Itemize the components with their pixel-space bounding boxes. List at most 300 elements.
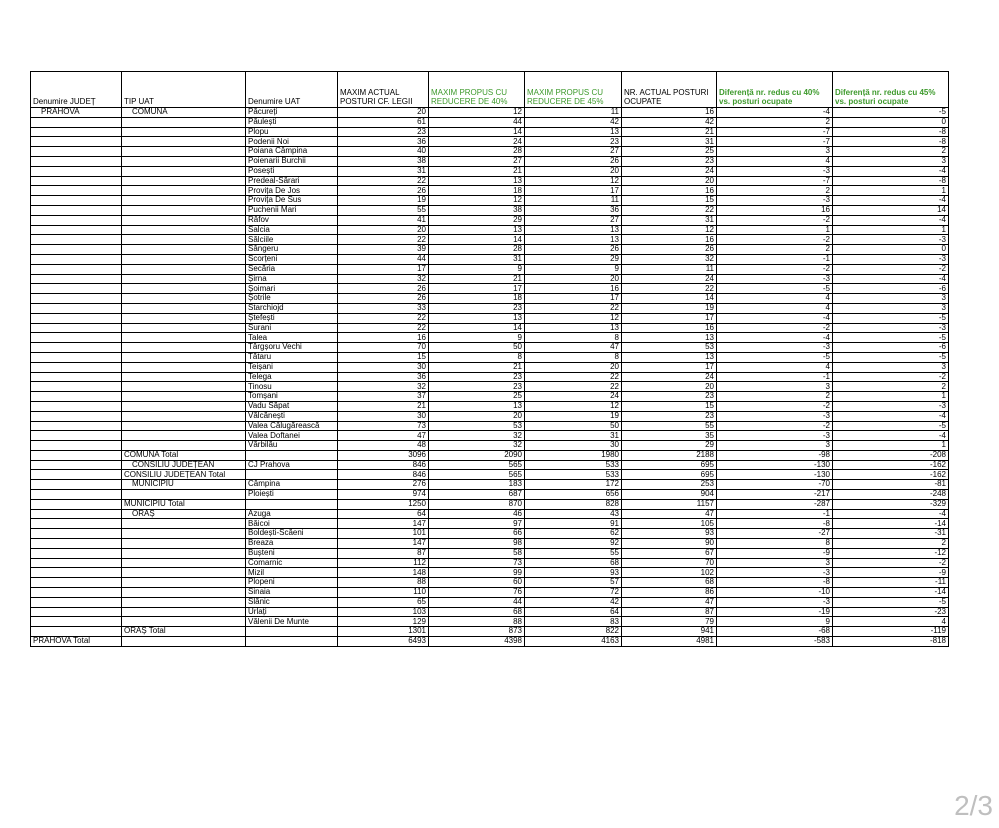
cell-county [31, 343, 122, 353]
cell-max-45: 17 [525, 186, 622, 196]
cell-max-40: 20 [429, 411, 525, 421]
cell-diff-45: 3 [833, 362, 949, 372]
cell-max-40: 21 [429, 274, 525, 284]
cell-county [31, 421, 122, 431]
cell-uat-name: Vadu Săpat [246, 401, 338, 411]
cell-max-45: 172 [525, 480, 622, 490]
cell-diff-45: 1 [833, 392, 949, 402]
cell-county [31, 362, 122, 372]
cell-max-actual: 20 [338, 108, 429, 118]
cell-max-45: 11 [525, 108, 622, 118]
cell-diff-40: -2 [717, 215, 833, 225]
cell-max-45: 11 [525, 196, 622, 206]
cell-diff-45: -5 [833, 421, 949, 431]
cell-max-actual: 32 [338, 274, 429, 284]
cell-uat-name: Tinosu [246, 382, 338, 392]
cell-occupied: 31 [622, 137, 717, 147]
cell-uat-type [122, 254, 246, 264]
cell-max-45: 64 [525, 607, 622, 617]
cell-uat-type [122, 343, 246, 353]
cell-max-actual: 19 [338, 196, 429, 206]
cell-county [31, 235, 122, 245]
cell-uat-type [122, 333, 246, 343]
table-row [31, 568, 949, 578]
cell-max-40: 14 [429, 235, 525, 245]
table-row [31, 382, 949, 392]
cell-county [31, 117, 122, 127]
cell-max-actual: 41 [338, 215, 429, 225]
cell-county [31, 411, 122, 421]
cell-uat-type: CONSILIU JUDEȚEAN Total [122, 470, 246, 480]
cell-diff-40: -1 [717, 372, 833, 382]
cell-max-actual: 846 [338, 470, 429, 480]
cell-diff-45: -3 [833, 401, 949, 411]
cell-uat-type [122, 352, 246, 362]
cell-diff-45: -2 [833, 264, 949, 274]
cell-uat-type [122, 313, 246, 323]
cell-max-actual: 70 [338, 343, 429, 353]
cell-uat-name: Teișani [246, 362, 338, 372]
cell-diff-40: 2 [717, 392, 833, 402]
cell-uat-name: Sălciile [246, 235, 338, 245]
table-row [31, 480, 949, 490]
cell-uat-name: Plopeni [246, 578, 338, 588]
cell-max-40: 9 [429, 264, 525, 274]
cell-max-45: 13 [525, 323, 622, 333]
cell-max-40: 13 [429, 401, 525, 411]
cell-diff-40: -3 [717, 196, 833, 206]
cell-max-actual: 112 [338, 558, 429, 568]
cell-uat-name: Tomșani [246, 392, 338, 402]
cell-diff-45: 0 [833, 245, 949, 255]
cell-occupied: 4981 [622, 637, 717, 647]
cell-max-45: 24 [525, 392, 622, 402]
cell-occupied: 16 [622, 235, 717, 245]
cell-diff-40: -2 [717, 235, 833, 245]
cell-max-40: 9 [429, 333, 525, 343]
cell-uat-name: Ploiești [246, 490, 338, 500]
cell-occupied: 68 [622, 578, 717, 588]
cell-max-40: 17 [429, 284, 525, 294]
cell-county [31, 607, 122, 617]
cell-uat-type [122, 558, 246, 568]
cell-max-40: 13 [429, 313, 525, 323]
cell-uat-type [122, 362, 246, 372]
cell-diff-45: 3 [833, 156, 949, 166]
cell-uat-name: Șoimari [246, 284, 338, 294]
table-row [31, 362, 949, 372]
cell-occupied: 14 [622, 294, 717, 304]
cell-diff-40: -3 [717, 597, 833, 607]
cell-diff-45: 3 [833, 303, 949, 313]
cell-max-40: 53 [429, 421, 525, 431]
cell-max-40: 66 [429, 529, 525, 539]
cell-occupied: 22 [622, 284, 717, 294]
cell-uat-type [122, 392, 246, 402]
cell-uat-name: Valea Doftanei [246, 431, 338, 441]
table-row [31, 617, 949, 627]
cell-diff-45: 2 [833, 539, 949, 549]
cell-county [31, 166, 122, 176]
table-row [31, 352, 949, 362]
cell-occupied: 20 [622, 382, 717, 392]
cell-county [31, 294, 122, 304]
table-row [31, 166, 949, 176]
cell-max-45: 26 [525, 156, 622, 166]
cell-max-actual: 36 [338, 137, 429, 147]
cell-max-45: 92 [525, 539, 622, 549]
cell-uat-type: COMUNA [122, 108, 246, 118]
table-row [31, 274, 949, 284]
cell-uat-type: ORAȘ [122, 509, 246, 519]
cell-diff-45: -8 [833, 176, 949, 186]
cell-uat-name [246, 637, 338, 647]
table-row [31, 431, 949, 441]
cell-max-40: 46 [429, 509, 525, 519]
cell-max-45: 22 [525, 382, 622, 392]
cell-diff-45: 2 [833, 382, 949, 392]
cell-max-40: 565 [429, 470, 525, 480]
cell-occupied: 25 [622, 147, 717, 157]
cell-occupied: 16 [622, 108, 717, 118]
cell-max-actual: 974 [338, 490, 429, 500]
cell-diff-45: -12 [833, 548, 949, 558]
cell-max-actual: 88 [338, 578, 429, 588]
cell-uat-type: ORAȘ Total [122, 627, 246, 637]
cell-diff-45: -14 [833, 588, 949, 598]
cell-max-40: 29 [429, 215, 525, 225]
cell-uat-type [122, 323, 246, 333]
cell-max-45: 20 [525, 166, 622, 176]
cell-county [31, 274, 122, 284]
cell-max-45: 13 [525, 127, 622, 137]
cell-county [31, 176, 122, 186]
cell-diff-45: -818 [833, 637, 949, 647]
cell-diff-45: -4 [833, 166, 949, 176]
cell-max-actual: 20 [338, 225, 429, 235]
cell-max-40: 687 [429, 490, 525, 500]
cell-max-40: 2090 [429, 450, 525, 460]
table-row [31, 156, 949, 166]
cell-uat-name: Telega [246, 372, 338, 382]
cell-max-actual: 48 [338, 441, 429, 451]
cell-occupied: 32 [622, 254, 717, 264]
cell-max-40: 21 [429, 166, 525, 176]
table-row [31, 421, 949, 431]
cell-uat-type: COMUNA Total [122, 450, 246, 460]
table-row [31, 441, 949, 451]
header-occupied: NR. ACTUAL POSTURI OCUPATE [622, 72, 717, 108]
data-table [30, 71, 949, 647]
cell-diff-45: -81 [833, 480, 949, 490]
cell-occupied: 21 [622, 127, 717, 137]
cell-diff-40: 4 [717, 362, 833, 372]
cell-uat-type [122, 235, 246, 245]
cell-diff-40: -68 [717, 627, 833, 637]
cell-county [31, 147, 122, 157]
cell-diff-45: -6 [833, 284, 949, 294]
cell-occupied: 11 [622, 264, 717, 274]
cell-max-45: 57 [525, 578, 622, 588]
cell-uat-type [122, 441, 246, 451]
cell-max-actual: 3096 [338, 450, 429, 460]
cell-diff-45: -248 [833, 490, 949, 500]
cell-occupied: 87 [622, 607, 717, 617]
cell-max-40: 565 [429, 460, 525, 470]
cell-occupied: 90 [622, 539, 717, 549]
cell-max-45: 68 [525, 558, 622, 568]
table-row [31, 519, 949, 529]
cell-diff-45: 1 [833, 441, 949, 451]
cell-diff-40: -1 [717, 254, 833, 264]
cell-max-40: 88 [429, 617, 525, 627]
cell-max-40: 21 [429, 362, 525, 372]
cell-max-actual: 148 [338, 568, 429, 578]
cell-max-actual: 38 [338, 156, 429, 166]
cell-max-40: 27 [429, 156, 525, 166]
cell-occupied: 695 [622, 470, 717, 480]
cell-max-actual: 147 [338, 539, 429, 549]
cell-county [31, 127, 122, 137]
cell-occupied: 24 [622, 166, 717, 176]
cell-occupied: 20 [622, 176, 717, 186]
cell-max-actual: 37 [338, 392, 429, 402]
cell-max-40: 873 [429, 627, 525, 637]
cell-diff-40: 3 [717, 558, 833, 568]
cell-max-45: 19 [525, 411, 622, 421]
cell-max-45: 36 [525, 205, 622, 215]
cell-county [31, 196, 122, 206]
cell-uat-type [122, 617, 246, 627]
cell-diff-45: -31 [833, 529, 949, 539]
cell-diff-40: 9 [717, 617, 833, 627]
cell-occupied: 42 [622, 117, 717, 127]
cell-max-actual: 101 [338, 529, 429, 539]
cell-diff-40: -2 [717, 401, 833, 411]
cell-county [31, 431, 122, 441]
cell-occupied: 2188 [622, 450, 717, 460]
cell-uat-name: Șotrile [246, 294, 338, 304]
cell-diff-40: -4 [717, 108, 833, 118]
cell-max-40: 18 [429, 294, 525, 304]
cell-max-actual: 6493 [338, 637, 429, 647]
cell-uat-name: Starchiojd [246, 303, 338, 313]
table-row [31, 509, 949, 519]
cell-occupied: 105 [622, 519, 717, 529]
cell-max-actual: 17 [338, 264, 429, 274]
cell-max-actual: 22 [338, 323, 429, 333]
table-row [31, 401, 949, 411]
cell-uat-name: Ștefești [246, 313, 338, 323]
cell-occupied: 53 [622, 343, 717, 353]
cell-uat-name: Păcureți [246, 108, 338, 118]
cell-uat-name: Vărbilău [246, 441, 338, 451]
cell-max-actual: 147 [338, 519, 429, 529]
cell-max-40: 28 [429, 147, 525, 157]
cell-uat-type: MUNICIPIU [122, 480, 246, 490]
table-row [31, 137, 949, 147]
cell-max-40: 58 [429, 548, 525, 558]
cell-diff-45: -162 [833, 470, 949, 480]
cell-diff-45: -6 [833, 343, 949, 353]
cell-max-40: 24 [429, 137, 525, 147]
cell-county [31, 519, 122, 529]
cell-diff-40: -5 [717, 284, 833, 294]
cell-max-45: 26 [525, 245, 622, 255]
cell-uat-name: Plopu [246, 127, 338, 137]
cell-uat-type: MUNICIPIU Total [122, 499, 246, 509]
cell-max-45: 12 [525, 176, 622, 186]
cell-max-actual: 73 [338, 421, 429, 431]
table-row [31, 627, 949, 637]
cell-diff-45: -119 [833, 627, 949, 637]
cell-county [31, 303, 122, 313]
cell-uat-type [122, 117, 246, 127]
cell-max-40: 98 [429, 539, 525, 549]
cell-occupied: 17 [622, 362, 717, 372]
cell-max-actual: 16 [338, 333, 429, 343]
cell-diff-40: -4 [717, 333, 833, 343]
cell-diff-45: -8 [833, 127, 949, 137]
cell-county [31, 186, 122, 196]
cell-county [31, 509, 122, 519]
cell-max-40: 50 [429, 343, 525, 353]
cell-uat-type [122, 490, 246, 500]
cell-max-40: 8 [429, 352, 525, 362]
cell-diff-40: -130 [717, 470, 833, 480]
cell-diff-45: -5 [833, 333, 949, 343]
cell-county [31, 205, 122, 215]
page-indicator: 2/3 [954, 790, 993, 821]
cell-occupied: 24 [622, 372, 717, 382]
cell-max-40: 12 [429, 108, 525, 118]
cell-uat-type [122, 529, 246, 539]
table-row [31, 343, 949, 353]
cell-diff-40: -98 [717, 450, 833, 460]
cell-county [31, 617, 122, 627]
cell-max-40: 76 [429, 588, 525, 598]
cell-uat-name: Sângeru [246, 245, 338, 255]
cell-max-45: 13 [525, 235, 622, 245]
cell-diff-45: 2 [833, 147, 949, 157]
cell-max-actual: 47 [338, 431, 429, 441]
cell-uat-type [122, 245, 246, 255]
cell-max-actual: 36 [338, 372, 429, 382]
cell-max-45: 8 [525, 333, 622, 343]
cell-uat-name: Provița De Jos [246, 186, 338, 196]
table-row [31, 284, 949, 294]
cell-uat-type [122, 597, 246, 607]
cell-uat-name: Băicoi [246, 519, 338, 529]
cell-county [31, 499, 122, 509]
cell-max-actual: 23 [338, 127, 429, 137]
cell-occupied: 35 [622, 431, 717, 441]
cell-occupied: 93 [622, 529, 717, 539]
cell-max-45: 29 [525, 254, 622, 264]
cell-max-45: 83 [525, 617, 622, 627]
cell-occupied: 24 [622, 274, 717, 284]
cell-diff-45: 3 [833, 294, 949, 304]
table-body [31, 108, 949, 647]
cell-occupied: 23 [622, 411, 717, 421]
cell-max-40: 31 [429, 254, 525, 264]
cell-uat-name: Talea [246, 333, 338, 343]
cell-uat-type [122, 147, 246, 157]
cell-uat-type [122, 411, 246, 421]
cell-occupied: 47 [622, 597, 717, 607]
cell-uat-name: Boldești-Scăeni [246, 529, 338, 539]
cell-uat-type [122, 225, 246, 235]
cell-diff-45: -23 [833, 607, 949, 617]
cell-max-40: 38 [429, 205, 525, 215]
cell-uat-type [122, 588, 246, 598]
cell-max-45: 8 [525, 352, 622, 362]
cell-max-40: 18 [429, 186, 525, 196]
cell-diff-45: -4 [833, 509, 949, 519]
cell-uat-name: Șirna [246, 274, 338, 284]
table-row [31, 450, 949, 460]
cell-uat-name: Poienarii Burchii [246, 156, 338, 166]
cell-uat-type [122, 372, 246, 382]
header-diff-40: Diferență nr. redus cu 40% vs. posturi ocupate [717, 72, 833, 108]
table-row [31, 539, 949, 549]
cell-diff-45: 1 [833, 225, 949, 235]
cell-diff-45: -4 [833, 274, 949, 284]
cell-max-actual: 55 [338, 205, 429, 215]
cell-diff-45: -162 [833, 460, 949, 470]
table-row [31, 323, 949, 333]
table-row [31, 205, 949, 215]
cell-max-40: 13 [429, 225, 525, 235]
cell-diff-45: -3 [833, 323, 949, 333]
cell-diff-45: -5 [833, 352, 949, 362]
cell-county [31, 548, 122, 558]
cell-max-actual: 26 [338, 186, 429, 196]
table-row [31, 294, 949, 304]
cell-max-40: 12 [429, 196, 525, 206]
cell-max-actual: 87 [338, 548, 429, 558]
table-row [31, 245, 949, 255]
cell-max-45: 20 [525, 362, 622, 372]
cell-occupied: 19 [622, 303, 717, 313]
cell-diff-40: -3 [717, 166, 833, 176]
cell-occupied: 12 [622, 225, 717, 235]
cell-uat-type: CONSILIU JUDEȚEAN [122, 460, 246, 470]
cell-uat-name: Poiana Câmpina [246, 147, 338, 157]
cell-county [31, 284, 122, 294]
cell-max-40: 13 [429, 176, 525, 186]
cell-uat-type [122, 137, 246, 147]
cell-max-actual: 22 [338, 176, 429, 186]
cell-diff-40: -8 [717, 519, 833, 529]
cell-diff-40: -583 [717, 637, 833, 647]
cell-uat-type [122, 166, 246, 176]
cell-max-40: 28 [429, 245, 525, 255]
table-row [31, 186, 949, 196]
cell-max-45: 13 [525, 225, 622, 235]
cell-max-45: 12 [525, 313, 622, 323]
cell-diff-45: -4 [833, 196, 949, 206]
cell-diff-40: -8 [717, 578, 833, 588]
cell-diff-45: -4 [833, 411, 949, 421]
cell-uat-name: Breaza [246, 539, 338, 549]
table-row [31, 313, 949, 323]
cell-max-actual: 31 [338, 166, 429, 176]
cell-diff-45: -5 [833, 313, 949, 323]
cell-max-40: 23 [429, 382, 525, 392]
cell-county [31, 480, 122, 490]
table-row [31, 254, 949, 264]
